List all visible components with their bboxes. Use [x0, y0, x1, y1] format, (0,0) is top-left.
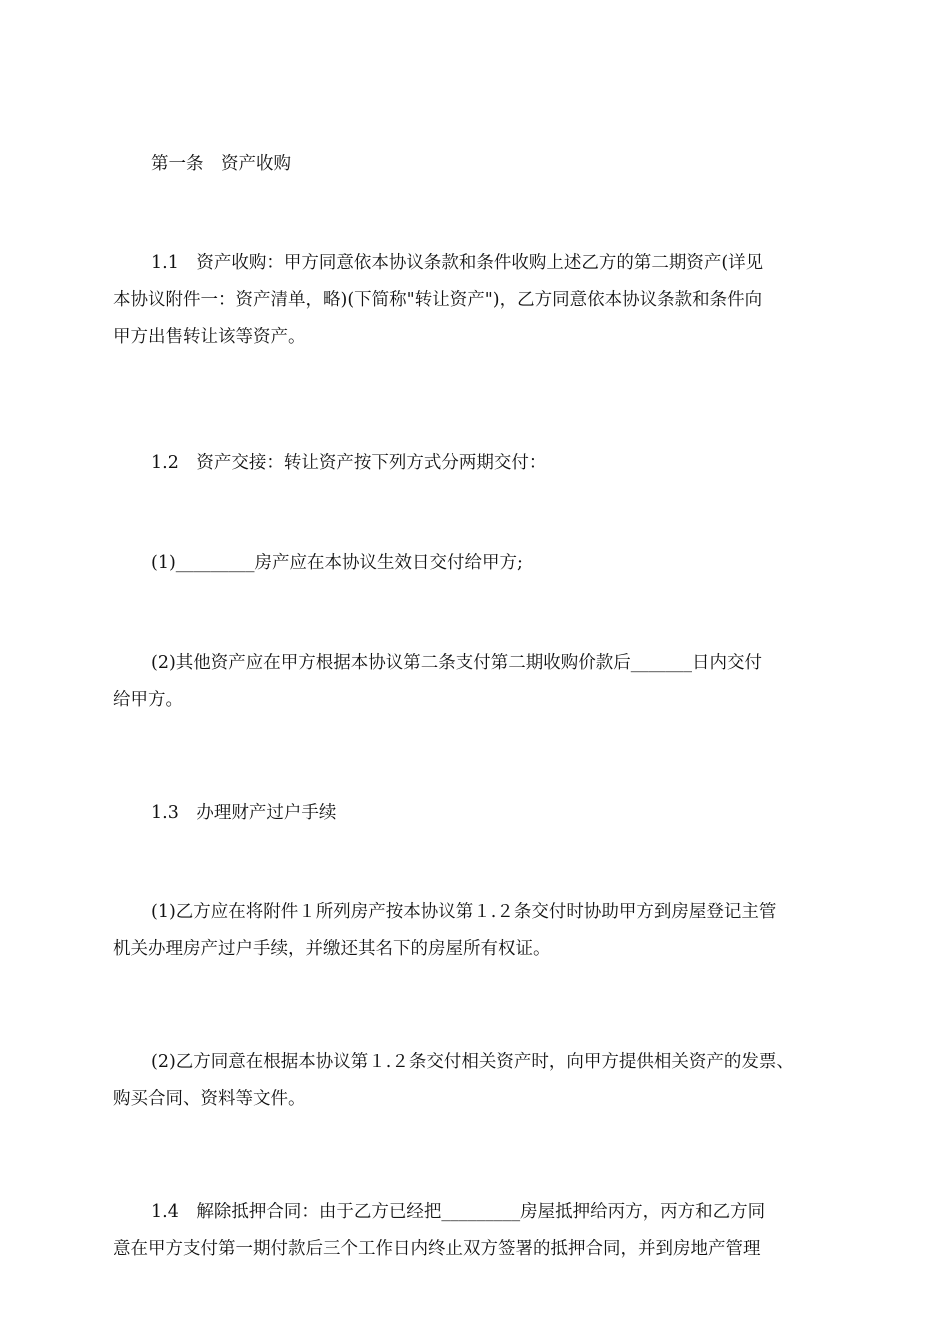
clause-line: (1)乙方应在将附件１所列房产按本协议第１.２条交付时协助甲方到房屋登记主管 — [151, 902, 777, 922]
clause-1-3 — [113, 795, 843, 832]
clause-line: 甲方出售转让该等资产。 — [113, 327, 306, 347]
clause-line: (2)乙方同意在根据本协议第１.２条交付相关资产时，向甲方提供相关资产的发票、 — [151, 1052, 794, 1072]
clause-line: 1.4 解除抵押合同：由于乙方已经把_________房屋抵押给丙方，丙方和乙方同 — [151, 1202, 766, 1222]
clause-line: 1.1 资产收购：甲方同意依本协议条款和条件收购上述乙方的第二期资产(详见 — [151, 253, 764, 273]
clause-1-1 — [113, 245, 843, 356]
clause-line: 意在甲方支付第一期付款后三个工作日内终止双方签署的抵押合同，并到房地产管理 — [113, 1239, 761, 1259]
clause-line: 1.3 办理财产过户手续 — [151, 803, 337, 823]
clause-1-2-item-1 — [113, 545, 843, 582]
clause-1-4 — [113, 1194, 843, 1268]
clause-line: 机关办理房产过户手续，并缴还其名下的房屋所有权证。 — [113, 939, 551, 959]
clause-line: 购买合同、资料等文件。 — [113, 1089, 306, 1109]
clause-line: 给甲方。 — [113, 690, 183, 710]
clause-1-2 — [113, 445, 843, 482]
article-heading — [113, 146, 843, 183]
clause-line: 本协议附件一：资产清单，略)(下简称"转让资产")，乙方同意依本协议条款和条件向 — [113, 290, 763, 310]
heading-text: 第一条 资产收购 — [151, 154, 291, 174]
clause-1-2-item-2 — [113, 645, 843, 719]
clause-line: (1)_________房产应在本协议生效日交付给甲方; — [151, 553, 523, 573]
clause-1-3-item-1 — [113, 894, 843, 968]
clause-line: (2)其他资产应在甲方根据本协议第二条支付第二期收购价款后_______日内交付 — [151, 653, 763, 673]
clause-line: 1.2 资产交接：转让资产按下列方式分两期交付： — [151, 453, 547, 473]
clause-1-3-item-2 — [113, 1044, 843, 1118]
